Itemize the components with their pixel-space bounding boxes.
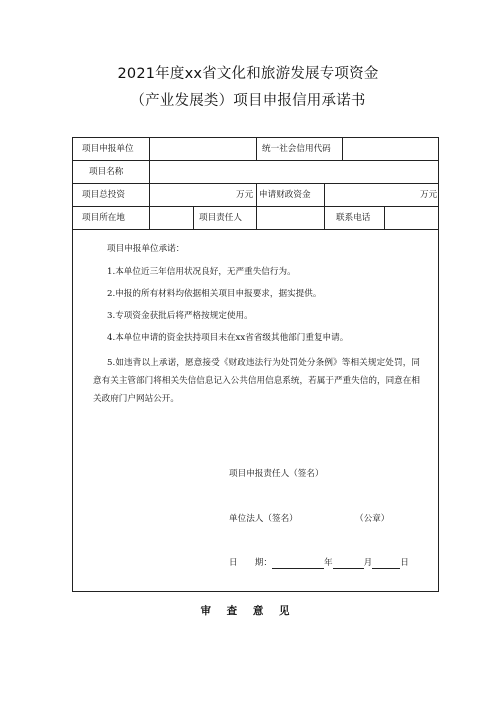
phone-field[interactable] [386, 208, 438, 228]
column-divider [149, 206, 150, 229]
legal-rep-signature-field[interactable] [301, 509, 353, 523]
commitment-item: 5.如违背以上承诺，愿意接受《财政违法行为处罚处分条例》等相关规定处罚，同意有关主管部门将相关失信信息记入公共信用信息系统，若属于严重失信的，同意在相关政府门户网站公开。 [93, 358, 420, 404]
project-name-label: 项目名称 [89, 167, 124, 177]
legal-rep-signature: 单位法人（签名） [229, 514, 298, 524]
review-opinion-heading: 审 查 意 见 [200, 605, 296, 617]
column-divider [324, 206, 325, 229]
commitment-item: 3.专项资金获批后将严格按规定使用。 [107, 311, 253, 321]
column-divider [149, 183, 150, 206]
application-form [72, 137, 439, 592]
location-field[interactable] [151, 208, 192, 228]
total-investment-field[interactable] [151, 185, 233, 205]
column-divider [342, 138, 343, 160]
requested-funds-unit: 万元 [420, 190, 438, 200]
responsible-person-label: 项目责任人 [199, 213, 242, 223]
requested-funds-field[interactable] [326, 185, 416, 205]
requested-funds-label: 申请财政资金 [259, 190, 311, 200]
column-divider [256, 206, 257, 229]
official-seal: （公章） [355, 514, 390, 524]
column-divider [149, 160, 150, 183]
phone-label: 联系电话 [336, 213, 371, 223]
total-investment-unit: 万元 [236, 190, 254, 200]
location-label: 项目所在地 [82, 213, 125, 223]
date-day-field[interactable] [372, 559, 400, 569]
applicant-unit-label: 项目申报单位 [82, 144, 134, 154]
date-day-label: 日 [400, 558, 409, 568]
row-divider [73, 160, 438, 161]
responsible-signature-field[interactable] [335, 464, 415, 478]
project-name-field[interactable] [151, 162, 437, 182]
column-divider [324, 183, 325, 206]
document-title-line2: （产业发展类）项目申报信用承诺书 [130, 93, 366, 109]
date-year-field[interactable] [272, 559, 324, 569]
column-divider [256, 138, 257, 160]
date-row [229, 557, 409, 569]
column-divider [193, 206, 194, 229]
credit-code-field[interactable] [344, 139, 438, 159]
date-label: 日 期： [229, 558, 272, 568]
responsible-person-field[interactable] [258, 208, 323, 228]
document-title-line1: 2021年度xx省文化和旅游发展专项资金 [117, 66, 379, 82]
date-month-label: 月 [363, 558, 373, 568]
applicant-unit-field[interactable] [151, 139, 255, 159]
row-divider [73, 229, 438, 230]
column-divider [256, 183, 257, 206]
total-investment-label: 项目总投资 [82, 190, 125, 200]
column-divider [149, 138, 150, 160]
column-divider [384, 206, 385, 229]
commitment-heading: 项目申报单位承诺： [107, 244, 185, 254]
date-year-label: 年 [323, 558, 333, 568]
commitment-item: 4.本单位申请的资金扶持项目未在xx省省级其他部门重复申请。 [107, 333, 349, 343]
date-month-field[interactable] [333, 559, 364, 569]
responsible-signature: 项目申报责任人（签名） [229, 469, 324, 479]
commitment-item: 1.本单位近三年信用状况良好，无严重失信行为。 [107, 267, 296, 277]
commitment-item: 2.申报的所有材料均依据相关项目申报要求，据实提供。 [107, 289, 322, 299]
credit-code-label: 统一社会信用代码 [262, 144, 331, 154]
